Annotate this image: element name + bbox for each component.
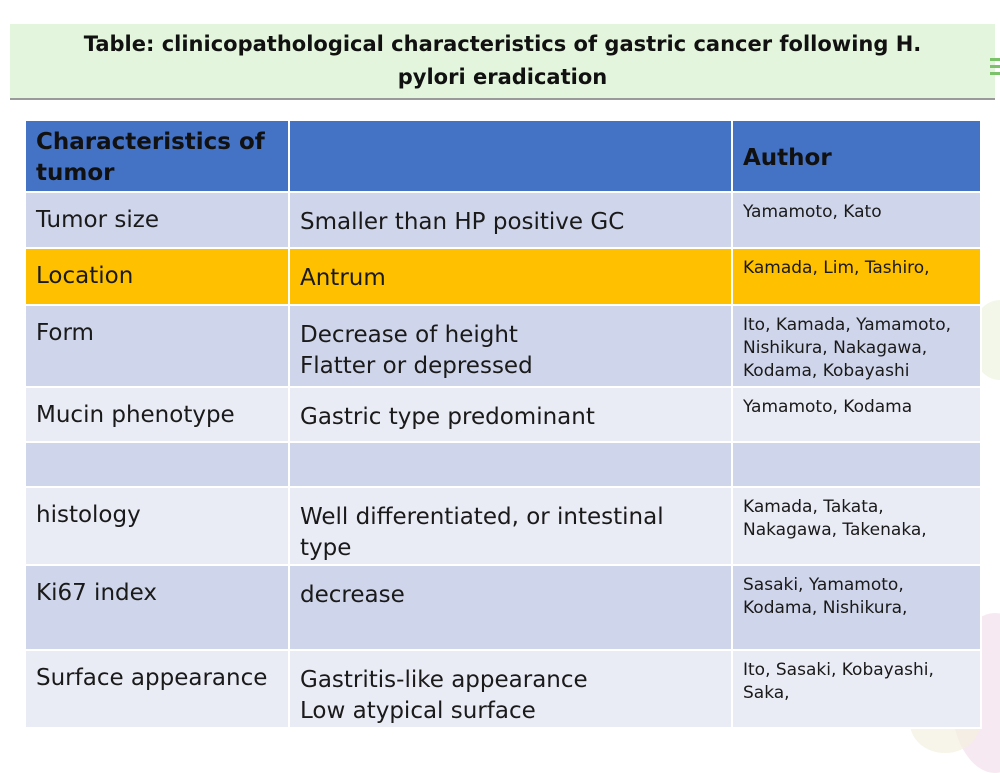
finding-cell [289, 442, 732, 487]
finding-cell [289, 487, 732, 565]
table-header-row [25, 120, 981, 192]
finding-line: Flatter or depressed [300, 353, 533, 379]
finding-line: Well differentiated, or intestinal type [300, 504, 664, 561]
author-cell: Kamada, Takata, Nakagawa, Takenaka, [732, 487, 981, 565]
finding-line: Low atypical surface [300, 698, 536, 724]
characteristic-cell: Ki67 index [25, 565, 289, 650]
finding-line: decrease [300, 582, 405, 608]
finding-cell [289, 192, 732, 248]
author-cell: Sasaki, Yamamoto, Kodama, Nishikura, [732, 565, 981, 650]
author-cell: Kamada, Lim, Tashiro, [732, 248, 981, 305]
author-cell: Ito, Sasaki, Kobayashi, Saka, [732, 650, 981, 728]
table-row [25, 305, 981, 387]
side-marker [990, 58, 1000, 79]
author-cell: Ito, Kamada, Yamamoto, Nishikura, Nakagawa, Kodama, Kobayashi [732, 305, 981, 387]
author-cell [732, 442, 981, 487]
characteristic-cell: Tumor size [25, 192, 289, 248]
characteristic-cell [25, 442, 289, 487]
characteristic-cell: Mucin phenotype [25, 387, 289, 442]
characteristic-cell: Location [25, 248, 289, 305]
characteristic-cell: histology [25, 487, 289, 565]
author-cell: Yamamoto, Kodama [732, 387, 981, 442]
header-author: Author [732, 120, 981, 192]
table-row [25, 650, 981, 728]
finding-cell [289, 305, 732, 387]
header-characteristics: Characteristics of tumor [25, 120, 289, 192]
finding-cell [289, 565, 732, 650]
finding-cell [289, 387, 732, 442]
finding-line: Antrum [300, 265, 386, 291]
finding-cell [289, 650, 732, 728]
header-finding [289, 120, 732, 192]
table-row [25, 387, 981, 442]
title-banner [10, 24, 995, 100]
table-row [25, 565, 981, 650]
characteristics-table [24, 119, 982, 729]
finding-cell [289, 248, 732, 305]
table-row-empty [25, 442, 981, 487]
finding-line: Smaller than HP positive GC [300, 209, 625, 235]
slide-title: Table: clinicopathological characteristics of gastric cancer following H. pylori eradication [83, 32, 922, 89]
table-row [25, 192, 981, 248]
author-cell: Yamamoto, Kato [732, 192, 981, 248]
finding-line: Gastric type predominant [300, 404, 595, 430]
characteristic-cell: Surface appearance [25, 650, 289, 728]
finding-line: Decrease of height [300, 322, 518, 348]
finding-line: Gastritis-like appearance [300, 667, 588, 693]
characteristic-cell: Form [25, 305, 289, 387]
table-row-highlighted [25, 248, 981, 305]
table-row [25, 487, 981, 565]
